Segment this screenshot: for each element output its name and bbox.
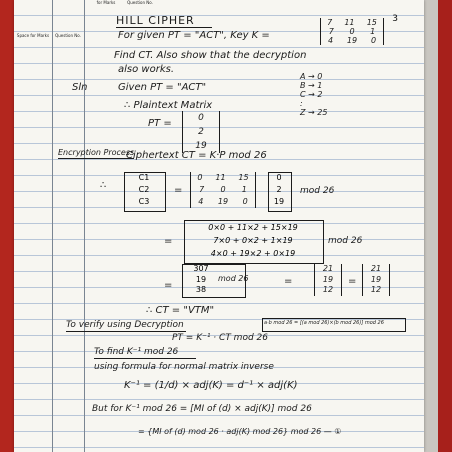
expanded-line-item: 4×0 + 19×2 + 0×19: [210, 249, 296, 258]
c-vector: [124, 172, 164, 208]
mapping-item: B → 1: [300, 81, 323, 90]
reduced-vector-item: 12: [322, 285, 334, 294]
header-top-question: Question No.: [127, 0, 153, 5]
binder-edge-left: [0, 0, 14, 452]
encryption-underline: [58, 158, 134, 159]
ct-result: ∴ CT = "VTM": [146, 305, 215, 316]
pt-equals-label: PT =: [148, 118, 172, 129]
final-vector-item: 12: [370, 285, 382, 294]
page-title: HILL CIPHER: [116, 14, 195, 27]
p-vector: [268, 172, 290, 208]
mapping-item: C → 2: [300, 90, 323, 99]
encryption-formula: Ciphertext CT = K·P mod 26: [126, 150, 267, 161]
therefore-symbol: ∴: [100, 180, 107, 191]
expanded-products: [186, 221, 320, 260]
mapping-item: :: [300, 99, 303, 108]
header-question-no: Question No.: [55, 33, 81, 38]
mapping-item: Z → 25: [300, 108, 328, 117]
solution-label: Sln: [72, 82, 88, 93]
key-matrix-cell: 11: [344, 18, 355, 27]
margin-line-1: [52, 0, 53, 452]
encryption-heading: Encryption Process: [58, 148, 135, 157]
letter-mapping: [300, 72, 360, 117]
k-matrix-cell: 7: [199, 185, 205, 194]
key-matrix-row: [321, 36, 383, 45]
expanded-line-item: 7×0 + 0×2 + 1×19: [213, 236, 293, 245]
inverse-formula: K⁻¹ = (1/d) × adj(K) = d⁻¹ × adj(K): [124, 380, 298, 391]
reduced-vector-item: 21: [322, 264, 334, 273]
pt-vector-item: 0: [198, 113, 204, 123]
key-matrix: [320, 18, 384, 45]
c-vector-item: C1: [138, 173, 150, 182]
k-matrix-cell: 0: [242, 197, 248, 206]
header-space-for-marks: Space for Marks: [16, 33, 50, 38]
equals-sign-4: =: [284, 276, 293, 287]
c-vector-item: C2: [138, 185, 150, 194]
equals-sign-5: =: [348, 276, 357, 287]
k-matrix-cell: 1: [241, 185, 247, 194]
pt-vector-item: 2: [198, 127, 204, 137]
rule-box-text: a·b mod 26 = [(a mod 26)×(b mod 26)] mod 26: [264, 320, 384, 326]
binder-edge-right: [438, 0, 452, 452]
problem-line-3: also works.: [118, 64, 175, 75]
find-underline: [94, 358, 196, 359]
problem-line-1: For given PT = "ACT", Key K =: [118, 30, 270, 41]
given-line: Given PT = "ACT": [118, 82, 207, 93]
pt-decrypt-formula: PT = K⁻¹ · CT mod 26: [172, 333, 268, 343]
find-k-inverse: To find K⁻¹ mod 26: [94, 347, 179, 357]
equals-sign: =: [174, 185, 183, 196]
key-matrix-cell: 4: [327, 36, 334, 45]
key-matrix-cell: 1: [370, 27, 376, 36]
key-matrix-row: [321, 18, 383, 27]
k-matrix-row: [191, 172, 255, 184]
mapping-item: A → 0: [300, 72, 323, 81]
plaintext-matrix-label: ∴ Plaintext Matrix: [124, 100, 213, 111]
equals-sign-2: =: [164, 236, 173, 247]
p-vector-item: 0: [276, 173, 282, 182]
decryption-underline: [66, 331, 186, 332]
page-number: 3: [392, 14, 398, 24]
using-formula-line: using formula for normal matrix inverse: [94, 362, 274, 372]
reduced-vector: [314, 264, 342, 296]
result-vector: [186, 264, 216, 296]
key-matrix-cell: 15: [366, 18, 377, 27]
c-vector-item: C3: [138, 197, 150, 206]
key-matrix-cell: 19: [346, 36, 358, 45]
k-matrix: [190, 172, 256, 208]
final-vector: [362, 264, 390, 296]
notebook-page: [14, 0, 424, 452]
p-vector-item: 19: [273, 197, 285, 206]
result-vector-item: 38: [195, 285, 207, 294]
but-for-line: But for K⁻¹ mod 26 = [MI of (d) × adj(K)] mod 26: [92, 404, 312, 414]
reduced-vector-item: 19: [322, 274, 334, 284]
final-equation: = {MI of (d) mod 26 · adj(K) mod 26} mod 26 — ①: [138, 427, 342, 436]
k-matrix-cell: 0: [197, 173, 203, 182]
k-matrix-row: [191, 184, 255, 196]
k-matrix-cell: 15: [238, 173, 249, 182]
key-matrix-cell: 0: [349, 27, 355, 36]
key-matrix-cell: 7: [328, 27, 334, 36]
key-matrix-cell: 7: [327, 18, 333, 27]
final-vector-item: 19: [370, 274, 382, 284]
expanded-line-item: 0×0 + 11×2 + 15×19: [208, 223, 298, 232]
mod-label-1: mod 26: [300, 186, 335, 196]
k-matrix-cell: 19: [217, 197, 229, 206]
key-matrix-row: [321, 27, 383, 36]
margin-line-2: [84, 0, 85, 452]
decryption-heading: To verify using Decryption: [66, 320, 184, 330]
k-matrix-cell: 0: [220, 185, 226, 194]
key-matrix-cell: 0: [370, 36, 377, 45]
pt-vector-item: 19: [195, 141, 207, 151]
mod-label-3: mod 26: [218, 274, 249, 283]
final-vector-item: 21: [370, 264, 382, 273]
result-vector-item: 19: [195, 274, 207, 284]
result-vector-item: 307: [193, 264, 209, 273]
equals-sign-3: =: [164, 280, 173, 291]
mod-label-2: mod 26: [328, 236, 363, 246]
k-matrix-cell: 4: [198, 197, 204, 206]
header-top-marks: for Marks: [96, 0, 116, 5]
p-vector-item: 2: [276, 185, 282, 194]
k-matrix-row: [191, 196, 255, 208]
title-underline: [116, 27, 212, 28]
pt-vector: [182, 111, 220, 153]
k-matrix-cell: 11: [215, 173, 226, 182]
problem-line-2: Find CT. Also show that the decryption: [114, 50, 307, 61]
